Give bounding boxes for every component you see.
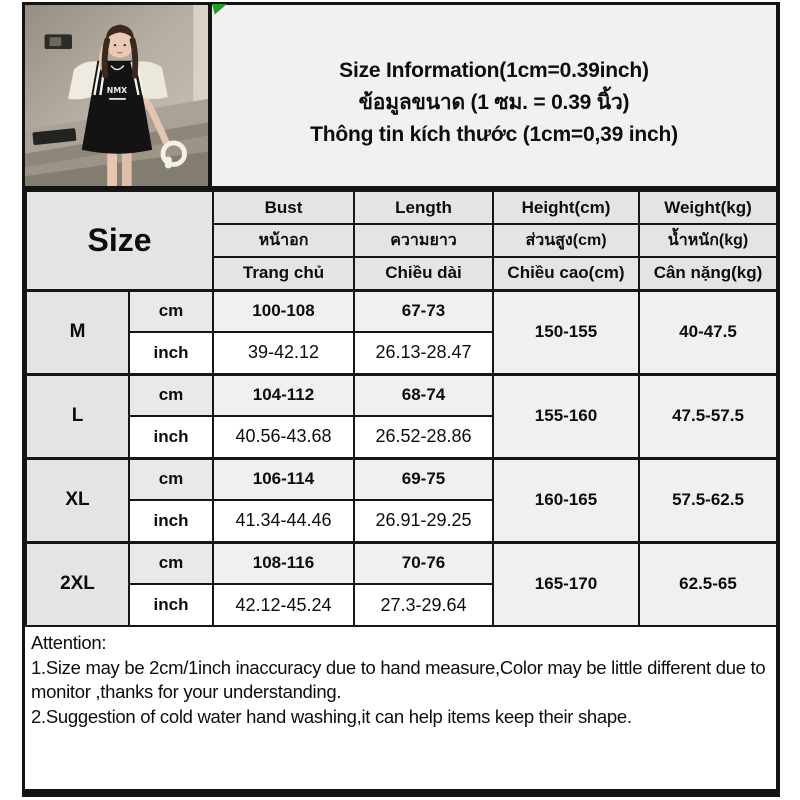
length-cm-m: 67-73 [354, 290, 493, 332]
length-inch-m: 26.13-28.47 [354, 332, 493, 374]
length-inch-xl: 26.91-29.25 [354, 500, 493, 542]
length-cm-xl: 69-75 [354, 458, 493, 500]
product-photo [25, 5, 212, 186]
length-inch-2xl: 27.3-29.64 [354, 584, 493, 626]
header-weight-en: Weight(kg) [639, 191, 777, 224]
title-thai: ข้อมูลขนาด (1 ซม. = 0.39 นิ้ว) [358, 90, 630, 114]
header-row-en [26, 191, 777, 224]
bust-cm-xl: 106-114 [213, 458, 354, 500]
unit-cell: cm [129, 290, 213, 332]
header-height-en: Height(cm) [493, 191, 639, 224]
attention-section [25, 627, 776, 789]
size-cell-m: M [26, 290, 129, 374]
unit-cell: inch [129, 332, 213, 374]
row-xl-cm [26, 458, 777, 500]
unit-cell: cm [129, 542, 213, 584]
model-photo-illustration [25, 5, 208, 186]
header-height-vi: Chiều cao(cm) [493, 257, 639, 290]
row-2xl-cm [26, 542, 777, 584]
bust-inch-l: 40.56-43.68 [213, 416, 354, 458]
weight-2xl: 62.5-65 [639, 542, 777, 626]
unit-cell: inch [129, 416, 213, 458]
size-header-cell: Size [26, 191, 213, 290]
size-cell-2xl: 2XL [26, 542, 129, 626]
height-m: 150-155 [493, 290, 639, 374]
header-height-th: ส่วนสูง(cm) [493, 224, 639, 257]
weight-xl: 57.5-62.5 [639, 458, 777, 542]
attention-heading: Attention: [31, 632, 107, 653]
shirt-graphic-text: NMX [106, 86, 128, 96]
header-length-vi: Chiều dài [354, 257, 493, 290]
height-xl: 160-165 [493, 458, 639, 542]
bust-cm-m: 100-108 [213, 290, 354, 332]
row-m-cm [26, 290, 777, 332]
header-weight-th: น้ำหนัก(kg) [639, 224, 777, 257]
header-length-en: Length [354, 191, 493, 224]
header-bust-th: หน้าอก [213, 224, 354, 257]
length-inch-l: 26.52-28.86 [354, 416, 493, 458]
weight-l: 47.5-57.5 [639, 374, 777, 458]
size-cell-l: L [26, 374, 129, 458]
attention-note-2: 2.Suggestion of cold water hand washing,it can help items keep their shape. [31, 705, 632, 727]
bust-inch-xl: 41.34-44.46 [213, 500, 354, 542]
height-2xl: 165-170 [493, 542, 639, 626]
title-area [212, 5, 776, 186]
weight-m: 40-47.5 [639, 290, 777, 374]
unit-cell: inch [129, 584, 213, 626]
title-english: Size Information(1cm=0.39inch) [339, 58, 649, 82]
bust-inch-m: 39-42.12 [213, 332, 354, 374]
sheet-frame [22, 2, 780, 797]
row-l-cm [26, 374, 777, 416]
length-cm-l: 68-74 [354, 374, 493, 416]
attention-note-1: 1.Size may be 2cm/1inch inaccuracy due to hand measure,Color may be little different due to monitor ,thanks for your understanding. [31, 656, 766, 702]
header-bust-en: Bust [213, 191, 354, 224]
unit-cell: inch [129, 500, 213, 542]
bust-inch-2xl: 42.12-45.24 [213, 584, 354, 626]
unit-cell: cm [129, 458, 213, 500]
length-cm-2xl: 70-76 [354, 542, 493, 584]
header-bust-vi: Trang chủ [213, 257, 354, 290]
bust-cm-2xl: 108-116 [213, 542, 354, 584]
header-length-th: ความยาว [354, 224, 493, 257]
header-weight-vi: Cân nặng(kg) [639, 257, 777, 290]
top-row [25, 5, 776, 190]
size-cell-xl: XL [26, 458, 129, 542]
bust-cm-l: 104-112 [213, 374, 354, 416]
height-l: 155-160 [493, 374, 639, 458]
size-table [25, 190, 778, 627]
unit-cell: cm [129, 374, 213, 416]
title-vietnamese: Thông tin kích thước (1cm=0,39 inch) [310, 122, 678, 146]
